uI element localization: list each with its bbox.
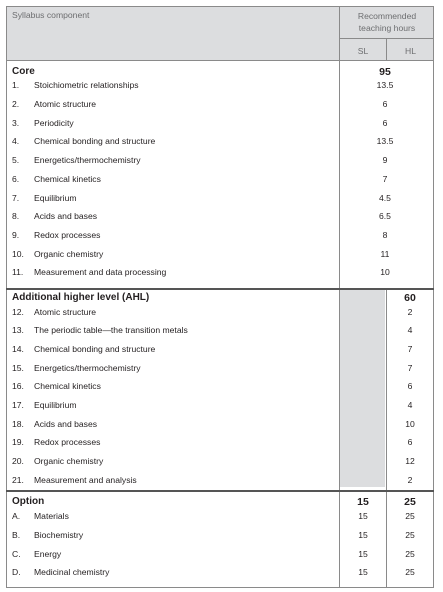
core-total: 95 <box>379 66 391 78</box>
option-row-name: Medicinal chemistry <box>34 567 110 577</box>
core-row-name: Acids and bases <box>34 211 98 221</box>
ahl-row-hours: 6 <box>407 381 413 391</box>
ahl-row-name: Energetics/thermochemistry <box>34 363 141 373</box>
sl-hl-divider-ahl <box>386 289 387 588</box>
option-title: Option <box>12 496 45 507</box>
core-row-hours: 6.5 <box>379 211 391 221</box>
hours-divider <box>339 6 340 588</box>
core-row-hours: 10 <box>380 267 390 277</box>
hours-header-line1: Recommended <box>357 11 417 21</box>
option-row-name: Biochemistry <box>34 530 84 540</box>
core-row-hours: 11 <box>380 249 390 259</box>
ahl-row-name: The periodic table—the transition metals <box>34 325 188 335</box>
core-row-number: 9. <box>12 230 20 240</box>
syllabus-table <box>6 6 434 588</box>
ahl-option-separator <box>6 490 434 492</box>
option-row-sl: 15 <box>358 567 368 577</box>
core-title: Core <box>12 66 35 77</box>
ahl-row-hours: 4 <box>407 400 413 410</box>
sl-header: SL <box>357 46 369 56</box>
option-row-letter: A. <box>12 511 21 521</box>
core-row-hours: 13.5 <box>376 80 394 90</box>
hl-header: HL <box>405 46 416 56</box>
core-row-hours: 8 <box>382 230 388 240</box>
core-row-number: 1. <box>12 80 20 90</box>
option-row-sl: 15 <box>358 511 368 521</box>
ahl-row-hours: 7 <box>407 363 413 373</box>
core-row-hours: 13.5 <box>376 136 394 146</box>
ahl-row-name: Organic chemistry <box>34 456 104 466</box>
ahl-title: Additional higher level (AHL) <box>12 292 150 303</box>
sl-hl-header-divider <box>386 38 387 60</box>
core-row-number: 6. <box>12 174 20 184</box>
core-row-name: Atomic structure <box>34 99 97 109</box>
core-row-name: Redox processes <box>34 230 101 240</box>
core-row-name: Stoichiometric relationships <box>34 80 139 90</box>
core-row-name: Periodicity <box>34 118 74 128</box>
core-row-hours: 6 <box>382 99 388 109</box>
core-row-name: Organic chemistry <box>34 249 104 259</box>
ahl-row-hours: 12 <box>405 456 415 466</box>
border-bottom <box>6 587 434 588</box>
border-right <box>433 6 434 588</box>
component-header: Syllabus component <box>12 10 90 20</box>
core-ahl-separator <box>6 288 434 290</box>
core-row-number: 10. <box>12 249 24 259</box>
ahl-row-number: 18. <box>12 419 24 429</box>
ahl-row-hours: 6 <box>407 437 413 447</box>
core-row-hours: 6 <box>382 118 388 128</box>
core-row-number: 11. <box>12 267 24 277</box>
ahl-row-hours: 2 <box>407 475 413 485</box>
ahl-total: 60 <box>404 292 416 304</box>
option-row-sl: 15 <box>358 549 368 559</box>
core-row-name: Equilibrium <box>34 193 77 203</box>
header-mid-line <box>340 38 434 39</box>
core-row-name: Chemical kinetics <box>34 174 101 184</box>
core-row-number: 4. <box>12 136 20 146</box>
ahl-row-number: 12. <box>12 307 24 317</box>
ahl-row-name: Measurement and analysis <box>34 475 137 485</box>
option-row-name: Materials <box>34 511 69 521</box>
core-row-number: 8. <box>12 211 20 221</box>
ahl-row-hours: 7 <box>407 344 413 354</box>
hours-header-line2: teaching hours <box>358 23 416 33</box>
option-hl-total: 25 <box>404 496 416 508</box>
ahl-row-name: Acids and bases <box>34 419 98 429</box>
ahl-row-number: 21. <box>12 475 24 485</box>
ahl-row-name: Atomic structure <box>34 307 97 317</box>
ahl-row-number: 15. <box>12 363 24 373</box>
option-row-hl: 25 <box>405 530 415 540</box>
border-left <box>6 6 7 588</box>
border-top <box>6 6 434 7</box>
core-row-name: Measurement and data processing <box>34 267 167 277</box>
ahl-sl-shading <box>340 289 385 487</box>
option-row-hl: 25 <box>405 549 415 559</box>
core-row-name: Chemical bonding and structure <box>34 136 156 146</box>
core-row-hours: 9 <box>382 155 388 165</box>
ahl-row-name: Chemical kinetics <box>34 381 101 391</box>
ahl-row-name: Chemical bonding and structure <box>34 344 156 354</box>
option-row-letter: D. <box>12 567 21 577</box>
ahl-row-number: 19. <box>12 437 24 447</box>
option-row-name: Energy <box>34 549 62 559</box>
ahl-row-name: Redox processes <box>34 437 101 447</box>
core-row-hours: 4.5 <box>379 193 391 203</box>
ahl-row-number: 16. <box>12 381 24 391</box>
ahl-row-hours: 4 <box>407 325 413 335</box>
core-row-number: 2. <box>12 99 20 109</box>
ahl-row-hours: 10 <box>405 419 415 429</box>
option-sl-total: 15 <box>357 496 369 508</box>
option-row-letter: B. <box>12 530 21 540</box>
core-row-hours: 7 <box>382 174 388 184</box>
ahl-row-number: 20. <box>12 456 24 466</box>
ahl-row-number: 14. <box>12 344 24 354</box>
option-row-letter: C. <box>12 549 21 559</box>
ahl-row-number: 13. <box>12 325 24 335</box>
core-row-name: Energetics/thermochemistry <box>34 155 141 165</box>
ahl-row-hours: 2 <box>407 307 413 317</box>
core-row-number: 3. <box>12 118 20 128</box>
core-row-number: 5. <box>12 155 20 165</box>
ahl-row-number: 17. <box>12 400 24 410</box>
option-row-hl: 25 <box>405 567 415 577</box>
ahl-row-name: Equilibrium <box>34 400 77 410</box>
core-row-number: 7. <box>12 193 20 203</box>
option-row-hl: 25 <box>405 511 415 521</box>
option-row-sl: 15 <box>358 530 368 540</box>
header-bottom-line <box>6 60 434 61</box>
